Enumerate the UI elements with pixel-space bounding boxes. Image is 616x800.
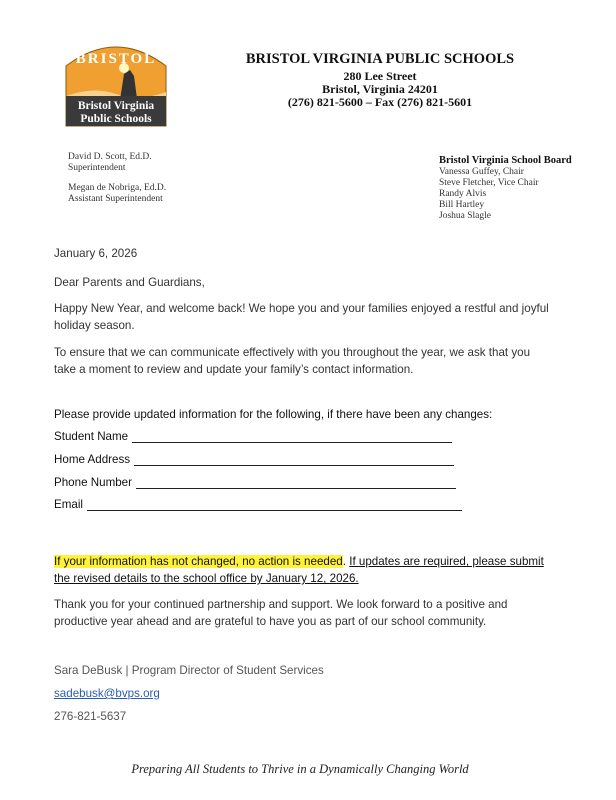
deadline-notice: If updates are required, please submit the revised details to the school office by January 12, 2026.	[54, 555, 544, 585]
home-address-field[interactable]	[54, 453, 454, 466]
paragraph-request: To ensure that we can communicate effectively with you throughout the year, we ask that you take a moment to review and update your family’s contact information.	[54, 346, 531, 376]
staff-assistant-superintendent	[68, 183, 166, 205]
field-label: Student Name	[54, 430, 129, 443]
staff-name: Megan de Nobriga, Ed.D.	[68, 183, 167, 193]
period: .	[342, 555, 346, 568]
logo-name-2: Public Schools	[80, 113, 152, 125]
field-label: Home Address	[54, 453, 131, 466]
board-member: Joshua Slagle	[439, 211, 491, 221]
email-link[interactable]: sadebusk@bvps.org	[54, 687, 160, 700]
board-member: Randy Alvis	[439, 189, 487, 199]
notice-paragraph	[54, 553, 554, 587]
contact-phone: 276-821-5637	[54, 710, 127, 723]
district-title: BRISTOL VIRGINIA PUBLIC SCHOOLS	[245, 51, 515, 67]
board-member: Bill Hartley	[439, 200, 485, 210]
paragraph-thanks: Thank you for your continued partnership and support. We look forward to a positive and productive year ahead and are grateful to have you as part of our school community.	[54, 598, 508, 628]
logo-arc-text: BRISTOL	[75, 51, 157, 67]
phone-fax: (276) 821-5600 – Fax (276) 821-5601	[287, 95, 473, 109]
blank-line	[134, 453, 454, 466]
staff-name: David D. Scott, Ed.D.	[68, 152, 152, 162]
staff-superintendent	[68, 152, 152, 174]
letter-date: January 6, 2026	[54, 247, 138, 260]
school-board	[439, 155, 572, 222]
greeting: Dear Parents and Guardians,	[54, 276, 205, 289]
email-field[interactable]	[54, 498, 462, 511]
board-heading: Bristol Virginia School Board	[439, 155, 572, 166]
logo-name-1: Bristol Virginia	[77, 100, 155, 112]
blank-line	[136, 476, 456, 489]
phone-number-field[interactable]	[54, 476, 456, 489]
blank-line	[132, 430, 452, 443]
bvps-logo	[64, 36, 168, 128]
staff-title: Superintendent	[68, 163, 126, 173]
student-name-field[interactable]	[54, 430, 452, 443]
field-label: Phone Number	[54, 476, 132, 489]
footer-motto: Preparing All Students to Thrive in a Dynamically Changing World	[131, 762, 469, 776]
staff-title: Assistant Superintendent	[68, 194, 163, 204]
city-address: Bristol, Virginia 24201	[322, 82, 438, 96]
street-address: 280 Lee Street	[343, 69, 417, 83]
field-label: Email	[54, 498, 83, 511]
blank-line	[87, 498, 462, 511]
highlighted-notice: If your information has not changed, no action is needed	[54, 555, 343, 568]
form-intro: Please provide updated information for the following, if there have been any changes:	[54, 408, 493, 421]
paragraph-welcome: Happy New Year, and welcome back! We hope you and your families enjoyed a restful and joyful holiday season.	[54, 302, 549, 332]
board-member: Steve Fletcher, Vice Chair	[439, 178, 539, 188]
signature: Sara DeBusk | Program Director of Student Services	[54, 664, 324, 677]
board-member: Vanessa Guffey, Chair	[439, 167, 524, 177]
